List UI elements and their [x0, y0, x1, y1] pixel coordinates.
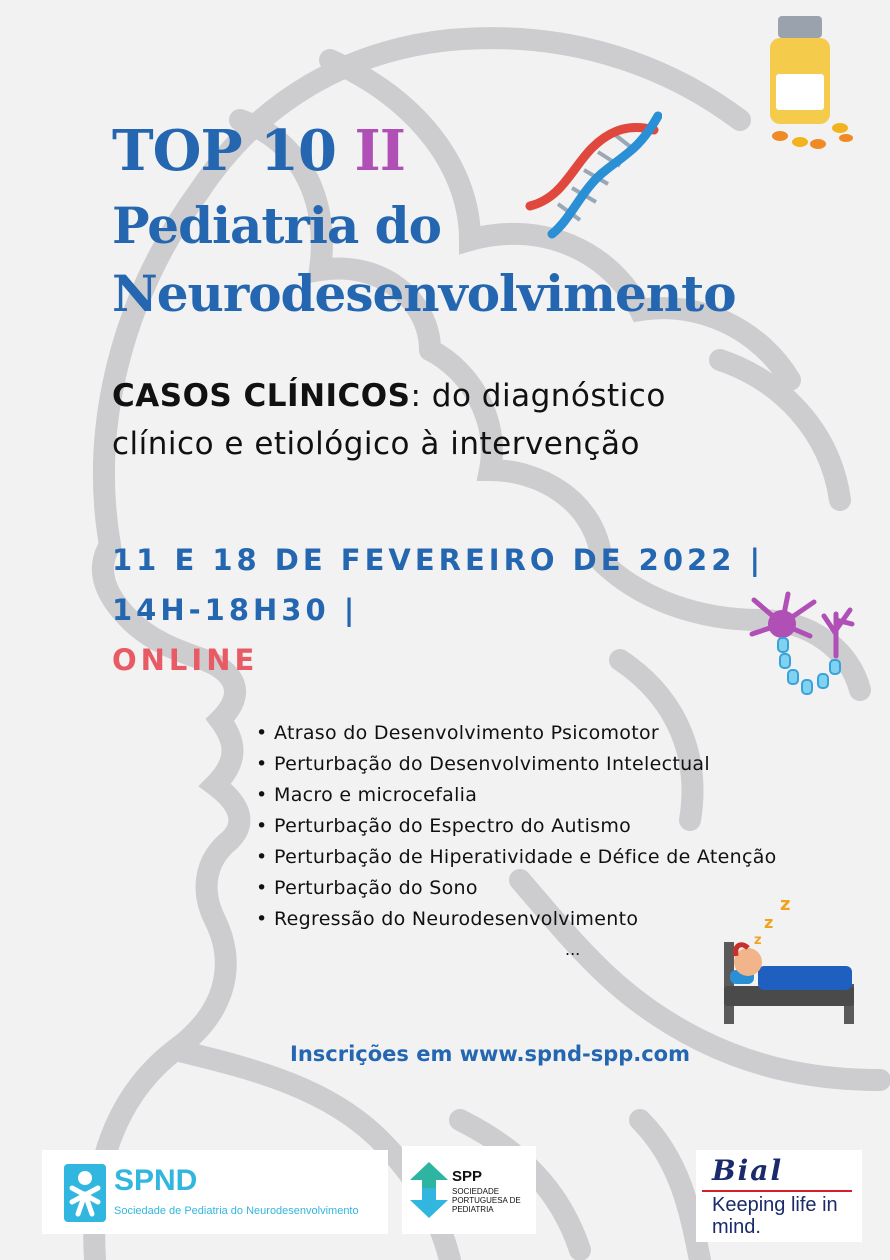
spnd-name: SPND — [114, 1164, 198, 1197]
svg-text:z: z — [754, 933, 762, 948]
neuron-icon — [744, 590, 862, 700]
subtitle-line-2: clínico e etiológico à intervenção — [112, 426, 641, 462]
topics-list — [256, 718, 777, 935]
bullet: • — [256, 846, 268, 868]
spp-logo — [402, 1146, 536, 1234]
pill-bottle-icon — [760, 14, 856, 154]
svg-text:z: z — [780, 894, 791, 915]
title-line-1 — [112, 118, 405, 184]
bial-divider — [702, 1190, 852, 1192]
bial-tagline: Keeping life in mind. — [712, 1194, 838, 1238]
list-item — [256, 780, 777, 811]
list-item — [256, 842, 777, 873]
title-line-2: Pediatria do — [112, 196, 441, 255]
event-mode: ONLINE — [112, 643, 259, 677]
topic-text: Perturbação do Espectro do Autismo — [274, 815, 632, 837]
title-top10: TOP 10 — [112, 118, 336, 184]
event-dates: 11 E 18 DE FEVEREIRO DE 2022 | — [112, 543, 765, 577]
svg-text:z: z — [764, 913, 774, 932]
topic-text: Perturbação do Desenvolvimento Intelectual — [274, 753, 710, 775]
spp-subtitle: SOCIEDADE PORTUGUESA DE PEDIATRIA — [452, 1187, 521, 1214]
spp-name: SPP — [452, 1168, 483, 1185]
topic-text: Perturbação do Sono — [274, 877, 478, 899]
title-line-3: Neurodesenvolvimento — [112, 264, 736, 323]
list-item — [256, 811, 777, 842]
spnd-subtitle: Sociedade de Pediatria do Neurodesenvolvimento — [114, 1205, 359, 1217]
bullet: • — [256, 753, 268, 775]
list-item — [256, 873, 777, 904]
topic-text: Perturbação de Hiperatividade e Défice de Atenção — [274, 846, 777, 868]
bullet: • — [256, 784, 268, 806]
spnd-logo — [42, 1150, 388, 1234]
spp-mark-icon — [410, 1162, 448, 1218]
bial-name: Bial — [712, 1154, 784, 1187]
topic-text: Macro e microcefalia — [274, 784, 478, 806]
event-time: 14H-18H30 | — [112, 593, 359, 627]
subtitle — [112, 372, 832, 468]
dna-icon — [522, 108, 662, 244]
subtitle-bold: CASOS CLÍNICOS — [112, 378, 411, 414]
subtitle-line-1-rest: : do diagnóstico — [410, 378, 666, 414]
bullet: • — [256, 877, 268, 899]
list-item — [256, 749, 777, 780]
topic-text: Atraso do Desenvolvimento Psicomotor — [274, 722, 660, 744]
topic-text: Regressão do Neurodesenvolvimento — [274, 908, 639, 930]
list-item — [256, 904, 777, 935]
bullet: • — [256, 722, 268, 744]
bial-logo — [696, 1150, 862, 1242]
signup-link[interactable]: Inscrições em www.spnd-spp.com — [290, 1042, 690, 1066]
list-ellipsis: ... — [565, 940, 581, 959]
bullet: • — [256, 908, 268, 930]
bullet: • — [256, 815, 268, 837]
list-item — [256, 718, 777, 749]
spnd-mark-icon — [64, 1164, 106, 1222]
title-roman-numeral: II — [354, 118, 405, 184]
